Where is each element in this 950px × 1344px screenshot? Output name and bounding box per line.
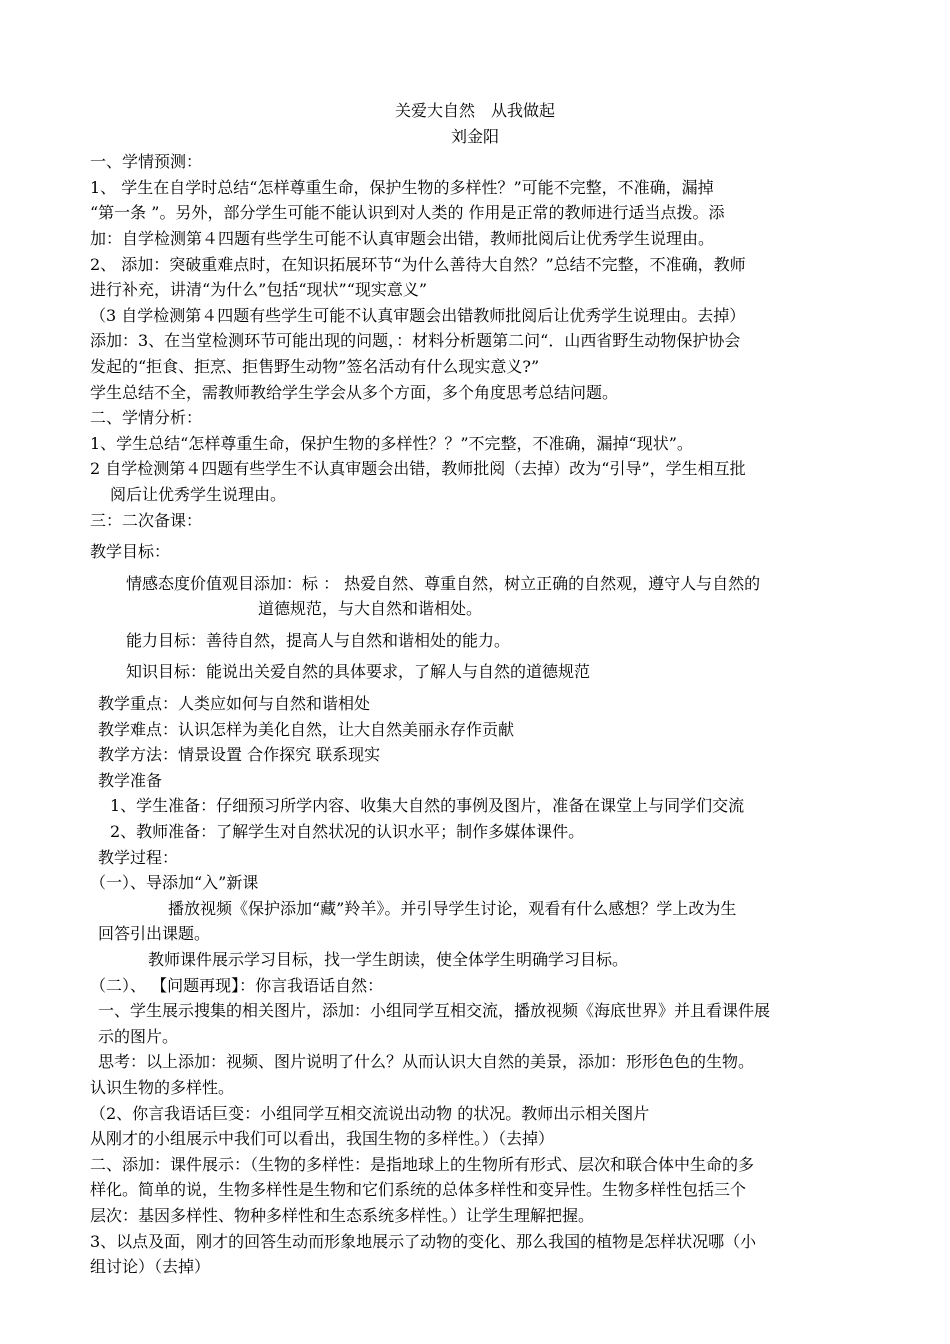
text-line: 阅后让优秀学生说理由。 — [110, 484, 287, 504]
text-line: 教学准备 — [98, 770, 163, 790]
subsection-heading: （二）、 【问题再现】：你言我语话自然： — [90, 975, 384, 995]
text-line: 能力目标：善待自然，提高人与自然和谐相处的能力。 — [126, 630, 511, 650]
text-line: （2、你言我语话巨变：小组同学互相交流说出动物 的状况。教师出示相关图片 — [90, 1103, 650, 1123]
text-line: 2、教师准备：了解学生对自然状况的认识水平；制作多媒体课件。 — [110, 822, 585, 842]
text-line: 教学难点：认识怎样为美化自然，让大自然美丽永存作贡献 — [98, 719, 515, 739]
author-name: 刘金阳 — [450, 126, 499, 146]
text-line: 样化。简单的说，生物多样性是生物和它们系统的总体多样性和变异性。生物多样性包括三个 — [90, 1180, 747, 1200]
text-line: 认识生物的多样性。 — [90, 1077, 235, 1097]
text-line: 思考：以上添加：视频、图片说明了什么？从而认识大自然的美景，添加：形形色色的生物。 — [98, 1052, 755, 1072]
text-line: 二、添加：课件展示：（生物的多样性：是指地球上的生物所有形式、层次和联合体中生命的多 — [90, 1154, 755, 1174]
text-line: 回答引出课题。 — [98, 924, 211, 944]
text-line: 组讨论）（去掉） — [90, 1257, 211, 1277]
text-line: （3 自学检测第４四题有些学生可能不认真审题会出错教师批阅后让优秀学生说理由。去掉） — [90, 305, 746, 325]
text-line: 一、学生展示搜集的相关图片，添加：小组同学互相交流，播放视频《海底世界》并且看课件展 — [98, 1001, 771, 1021]
text-line: 道德规范，与大自然和谐相处。 — [258, 599, 483, 619]
section-heading: 一、学情预测： — [90, 152, 203, 172]
text-line: 教学重点：人类应如何与自然和谐相处 — [98, 694, 371, 714]
text-line: 添加：3、在当堂检测环节可能出现的问题，：材料分析题第二问“．山西省野生动物保护协会 — [90, 331, 741, 351]
text-line: 加：自学检测第４四题有些学生可能不认真审题会出错，教师批阅后让优秀学生说理由。 — [90, 228, 715, 248]
text-line: 1、 学生在自学时总结“怎样尊重生命，保护生物的多样性？”可能不完整，不准确，漏掉 — [90, 177, 714, 197]
text-line: 教师课件展示学习目标，找一学生朗读，使全体学生明确学习目标。 — [148, 950, 629, 969]
text-line: 知识目标：能说出关爱自然的具体要求，了解人与自然的道德规范 — [126, 662, 591, 682]
text-line: 教学过程： — [98, 847, 179, 867]
text-line: 示的图片。 — [98, 1026, 179, 1046]
text-line: “第一条 ”。另外，部分学生可能不能认识到对人类的 作用是正常的教师进行适当点拨。添 — [90, 203, 725, 223]
text-line: 层次：基因多样性、物种多样性和生态系统多样性。）让学生理解把握。 — [90, 1205, 595, 1225]
text-line: 情感态度价值观目添加：标 ： 热爱自然、尊重自然，树立正确的自然观，遵守人与自然的 — [126, 573, 761, 593]
subsection-heading: 教学目标： — [90, 542, 171, 562]
text-line: 2、 添加：突破重难点时，在知识拓展环节“为什么善待大自然？”总结不完整，不准确，教师 — [90, 254, 746, 274]
text-line: 2 自学检测第４四题有些学生不认真审题会出错，教师批阅（去掉）改为“引导”，学生相互批 — [90, 459, 746, 479]
text-line: 教学方法：情景设置 合作探究 联系现实 — [98, 745, 381, 765]
text-line: 从刚才的小组展示中我们可以看出，我国生物的多样性。）（去掉） — [90, 1129, 555, 1149]
document-title: 关爱大自然 从我做起 — [394, 101, 555, 120]
text-line: 发起的“拒食、拒烹、拒售野生动物”签名活动有什么现实意义?” — [90, 356, 540, 376]
text-line: 播放视频《保护添加“藏”羚羊》。并引导学生讨论，观看有什么感想？学上改为生 — [168, 898, 737, 918]
section-heading: 二、学情分析： — [90, 408, 203, 428]
text-line: 1、学生总结“怎样尊重生命，保护生物的多样性？？”不完整，不准确，漏掉“现状”。 — [90, 433, 693, 453]
text-line: 学生总结不全，需教师教给学生学会从多个方面，多个角度思考总结问题。 — [90, 382, 619, 402]
subsection-heading: （一）、导添加“入”新课 — [90, 873, 259, 893]
text-line: 进行补充，讲清“为什么”包括“现状”“现实意义” — [90, 280, 428, 300]
text-line: 1、学生准备：仔细预习所学内容、收集大自然的事例及图片，准备在课堂上与同学们交流 — [110, 796, 745, 816]
section-heading: 三：二次备课： — [90, 510, 203, 530]
text-line: 3、以点及面，刚才的回答生动而形象地展示了动物的变化、那么我国的植物是怎样状况哪（小 — [90, 1231, 757, 1251]
